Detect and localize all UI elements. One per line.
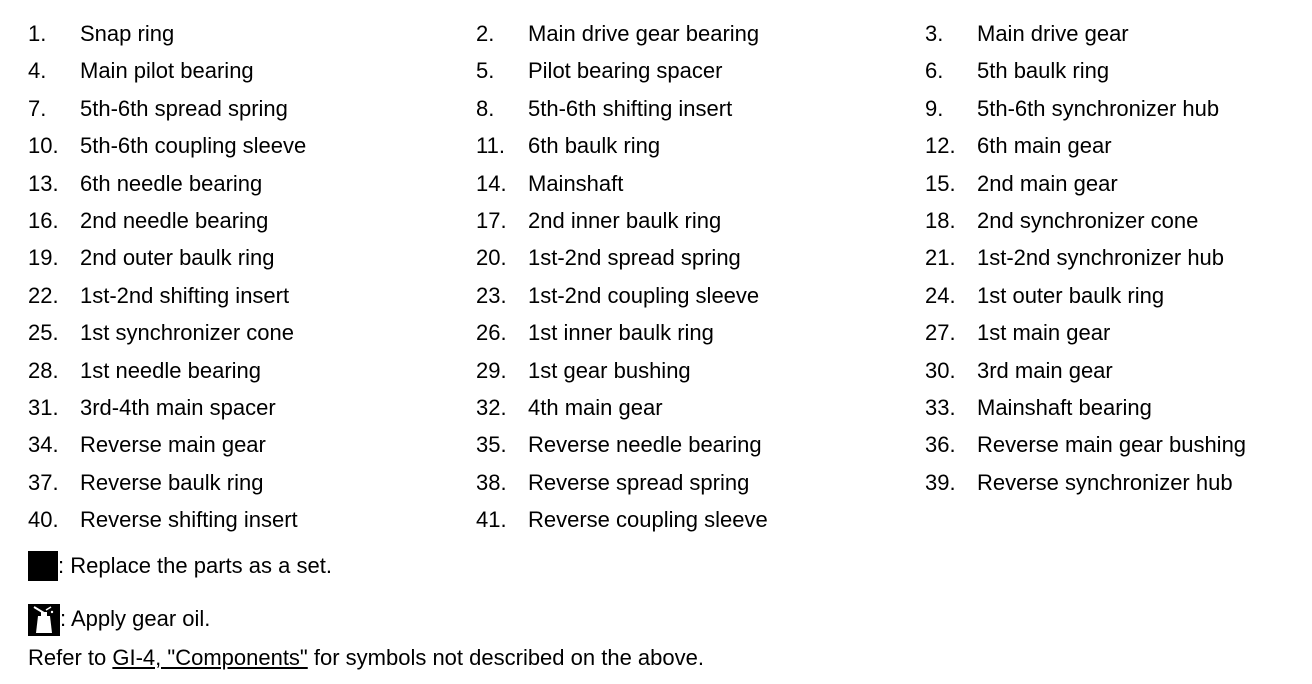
part-name: 4th main gear [528,395,663,420]
part-name: Reverse needle bearing [528,432,762,458]
replace-set-text: : Replace the parts as a set. [58,553,332,578]
apply-oil-note [28,604,210,634]
part-number: 2. [476,21,495,46]
part-number: 31. [28,395,59,420]
apply-oil-text: : Apply gear oil. [60,606,211,631]
part-name: 2nd synchronizer cone [977,208,1199,233]
part-number: 18. [925,208,956,233]
reference-suffix: for symbols not described on the above. [307,645,704,670]
reference-prefix: Refer to [28,645,113,670]
part-number: 19. [28,245,59,271]
part-number: 1. [28,21,47,46]
reference-note [28,643,704,673]
part-name: 6th main gear [977,133,1112,159]
part-name: Mainshaft [528,170,624,196]
part-name: 1st-2nd synchronizer hub [977,245,1225,271]
part-name: Reverse synchronizer hub [977,469,1233,495]
part-number: 12. [925,133,956,159]
part-name: Reverse shifting insert [80,507,298,533]
part-name: Main pilot bearing [80,58,254,84]
part-name: 6th needle bearing [80,170,263,196]
part-number: 25. [28,320,59,346]
part-number: 36. [925,432,956,458]
part-name: 1st-2nd coupling sleeve [528,282,760,308]
part-number: 27. [925,320,956,346]
part-name: 2nd inner baulk ring [528,208,722,233]
part-name: 1st-2nd spread spring [528,245,741,271]
part-number: 29. [476,357,507,383]
part-number: 11. [476,133,505,159]
part-number: 7. [28,95,47,121]
part-number: 34. [28,432,59,458]
part-name: 2nd outer baulk ring [80,245,275,271]
part-number: 24. [925,282,956,308]
part-number: 26. [476,320,507,346]
part-number: 41. [476,507,507,533]
part-name: Reverse coupling sleeve [528,507,768,533]
part-name: 2nd needle bearing [80,208,269,233]
part-number: 35. [476,432,507,458]
part-number: 3. [925,21,944,46]
part-name: 1st needle bearing [80,357,262,383]
part-number: 8. [476,95,495,121]
part-number: 37. [28,469,59,495]
part-number: 14. [476,170,507,196]
oil-can-icon [28,604,60,636]
part-number: 38. [476,469,507,495]
part-name: 1st-2nd shifting insert [80,282,290,308]
part-number: 4. [28,58,47,84]
part-number: 9. [925,95,944,121]
part-name: 1st synchronizer cone [80,320,294,346]
part-number: 32. [476,395,507,420]
part-name: Mainshaft bearing [977,395,1152,420]
black-square-icon [28,551,58,581]
part-name: 3rd-4th main spacer [80,395,276,420]
part-name: 3rd main gear [977,357,1113,383]
part-number: 30. [925,357,956,383]
part-number: 16. [28,208,59,233]
part-name: 1st gear bushing [528,357,691,383]
part-name: 2nd main gear [977,170,1118,196]
part-name: 1st main gear [977,320,1111,346]
part-name: 5th-6th coupling sleeve [80,133,307,159]
part-name: 5th-6th synchronizer hub [977,95,1220,121]
part-number: 17. [476,208,507,233]
components-reference-link[interactable]: GI-4, "Components" [112,645,308,670]
part-number: 20. [476,245,507,271]
part-number: 33. [925,395,956,420]
part-number: 5. [476,58,495,84]
part-number: 15. [925,170,956,196]
part-number: 10. [28,133,59,159]
part-number: 40. [28,507,59,533]
part-name: 1st outer baulk ring [977,282,1165,308]
part-number: 39. [925,469,956,495]
part-name: 5th-6th shifting insert [528,95,733,121]
part-number: 21. [925,245,956,271]
part-name: Reverse spread spring [528,469,750,495]
part-name: Reverse main gear bushing [977,432,1247,458]
part-number: 22. [28,282,59,308]
part-name: Main drive gear bearing [528,21,760,46]
part-number: 13. [28,170,59,196]
part-name: 1st inner baulk ring [528,320,714,346]
part-name: Snap ring [80,21,175,46]
part-name: Main drive gear [977,21,1129,46]
part-number: 23. [476,282,507,308]
part-name: Reverse baulk ring [80,469,264,495]
part-name: Reverse main gear [80,432,266,458]
part-name: 5th-6th spread spring [80,95,288,121]
part-name: 6th baulk ring [528,133,661,159]
replace-set-note [28,551,332,581]
part-number: 6. [925,58,944,84]
part-number: 28. [28,357,59,383]
part-name: Pilot bearing spacer [528,58,723,84]
part-name: 5th baulk ring [977,58,1110,84]
